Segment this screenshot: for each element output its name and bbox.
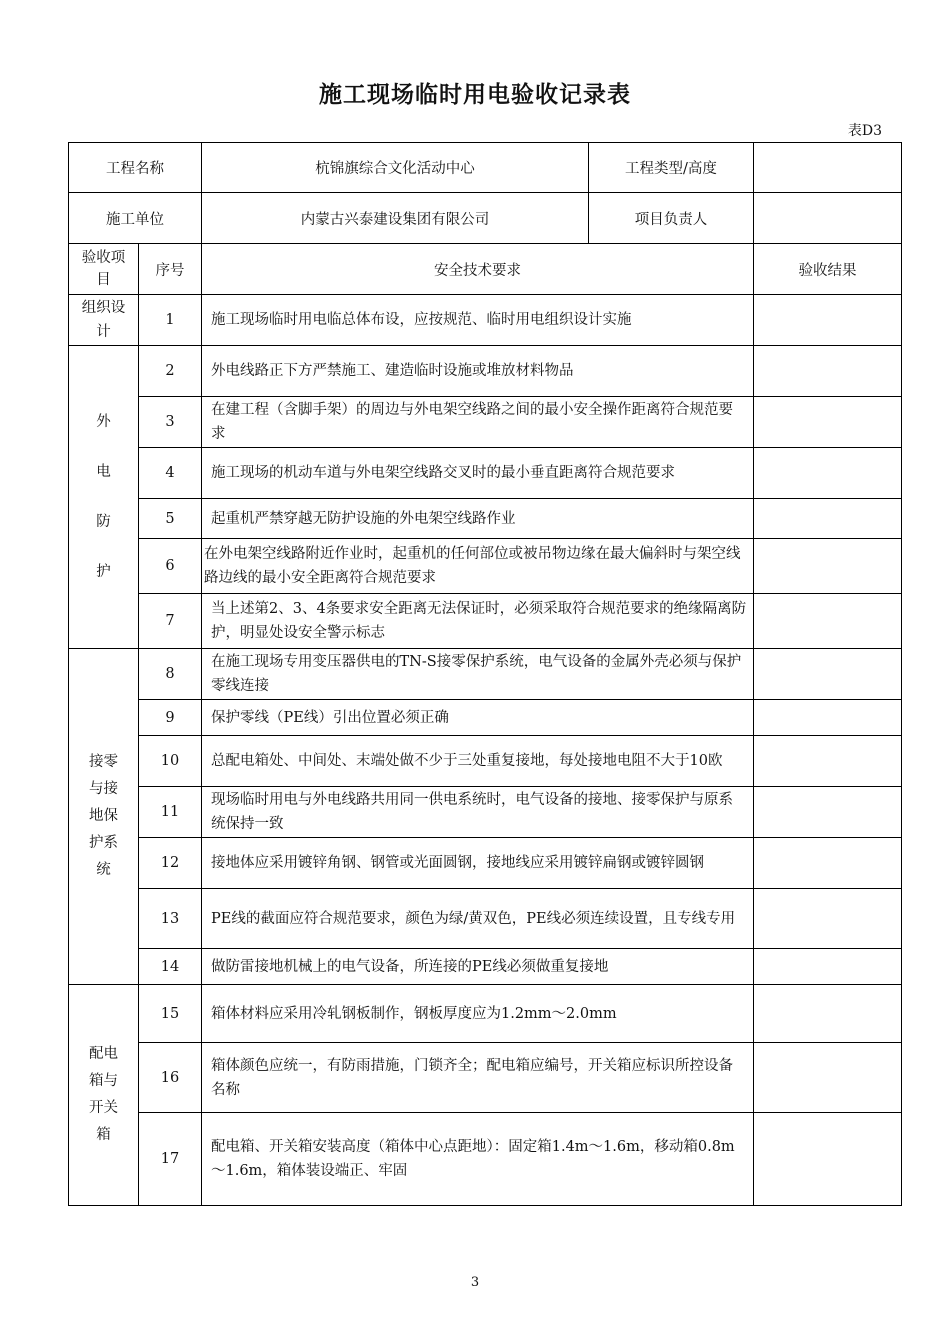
result-cell[interactable] [754, 985, 902, 1043]
column-header-row [69, 244, 902, 295]
result-cell[interactable] [754, 1043, 902, 1113]
seq-cell: 13 [139, 889, 202, 949]
column-result: 验收结果 [754, 244, 902, 295]
table-row [69, 448, 902, 499]
requirement-cell: 外电线路正下方严禁施工、建造临时设施或堆放材料物品 [202, 346, 754, 397]
contractor-label: 施工单位 [69, 193, 202, 244]
table-row [69, 649, 902, 700]
category-external: 外电防护 [69, 346, 139, 649]
requirement-cell: 配电箱、开关箱安装高度（箱体中心点距地）：固定箱1.4m～1.6m，移动箱0.8m～1.6m，箱体装设端正、牢固 [202, 1113, 754, 1206]
seq-cell: 12 [139, 838, 202, 889]
seq-cell: 17 [139, 1113, 202, 1206]
column-requirement: 安全技术要求 [202, 244, 754, 295]
table-row [69, 295, 902, 346]
seq-cell: 11 [139, 787, 202, 838]
seq-cell: 14 [139, 949, 202, 985]
result-cell[interactable] [754, 949, 902, 985]
seq-cell: 15 [139, 985, 202, 1043]
contractor-value: 内蒙古兴泰建设集团有限公司 [202, 193, 589, 244]
header-row-contractor [69, 193, 902, 244]
result-cell[interactable] [754, 649, 902, 700]
result-cell[interactable] [754, 346, 902, 397]
seq-cell: 7 [139, 594, 202, 649]
table-row [69, 985, 902, 1043]
acceptance-table [68, 142, 902, 1206]
requirement-cell: 箱体颜色应统一，有防雨措施，门锁齐全；配电箱应编号，开关箱应标识所控设备名称 [202, 1043, 754, 1113]
table-row [69, 1113, 902, 1206]
result-cell[interactable] [754, 1113, 902, 1206]
category-grounding: 接零与接地保护系统 [69, 649, 139, 985]
table-row [69, 700, 902, 736]
requirement-cell: 总配电箱处、中间处、末端处做不少于三处重复接地，每处接地电阻不大于10欧 [202, 736, 754, 787]
category-box: 配电箱与开关箱 [69, 985, 139, 1206]
column-seq: 序号 [139, 244, 202, 295]
table-row [69, 499, 902, 539]
seq-cell: 4 [139, 448, 202, 499]
result-cell[interactable] [754, 499, 902, 539]
requirement-cell: 在外电架空线路附近作业时，起重机的任何部位或被吊物边缘在最大偏斜时与架空线路边线的最小安全距离符合规范要求 [202, 539, 754, 594]
table-row [69, 787, 902, 838]
result-cell[interactable] [754, 594, 902, 649]
seq-cell: 8 [139, 649, 202, 700]
table-row [69, 397, 902, 448]
project-type-label: 工程类型/高度 [589, 143, 754, 193]
seq-cell: 6 [139, 539, 202, 594]
result-cell[interactable] [754, 397, 902, 448]
manager-value[interactable] [754, 193, 902, 244]
table-row [69, 346, 902, 397]
header-row-project [69, 143, 902, 193]
seq-cell: 1 [139, 295, 202, 346]
page-number: 3 [470, 1275, 480, 1290]
table-row [69, 838, 902, 889]
result-cell[interactable] [754, 889, 902, 949]
project-name-value: 杭锦旗综合文化活动中心 [202, 143, 589, 193]
table-row [69, 594, 902, 649]
result-cell[interactable] [754, 838, 902, 889]
column-item: 验收项目 [69, 244, 139, 295]
requirement-cell: 施工现场的机动车道与外电架空线路交叉时的最小垂直距离符合规范要求 [202, 448, 754, 499]
table-row [69, 889, 902, 949]
requirement-cell: 保护零线（PE线）引出位置必须正确 [202, 700, 754, 736]
requirement-cell: 现场临时用电与外电线路共用同一供电系统时，电气设备的接地、接零保护与原系统保持一致 [202, 787, 754, 838]
seq-cell: 3 [139, 397, 202, 448]
seq-cell: 10 [139, 736, 202, 787]
project-type-value[interactable] [754, 143, 902, 193]
requirement-cell: 在施工现场专用变压器供电的TN-S接零保护系统，电气设备的金属外壳必须与保护零线连接 [202, 649, 754, 700]
seq-cell: 9 [139, 700, 202, 736]
table-row [69, 736, 902, 787]
result-cell[interactable] [754, 295, 902, 346]
requirement-cell: 施工现场临时用电临总体布设，应按规范、临时用电组织设计实施 [202, 295, 754, 346]
table-row [69, 539, 902, 594]
seq-cell: 2 [139, 346, 202, 397]
manager-label: 项目负责人 [589, 193, 754, 244]
requirement-cell: PE线的截面应符合规范要求，颜色为绿/黄双色，PE线必须连续设置，且专线专用 [202, 889, 754, 949]
seq-cell: 5 [139, 499, 202, 539]
requirement-cell: 接地体应采用镀锌角钢、钢管或光面圆钢，接地线应采用镀锌扁钢或镀锌圆钢 [202, 838, 754, 889]
result-cell[interactable] [754, 736, 902, 787]
table-row [69, 949, 902, 985]
requirement-cell: 起重机严禁穿越无防护设施的外电架空线路作业 [202, 499, 754, 539]
requirement-cell: 做防雷接地机械上的电气设备，所连接的PE线必须做重复接地 [202, 949, 754, 985]
category-org: 组织设计 [69, 295, 139, 346]
table-row [69, 1043, 902, 1113]
form-number: 表D3 [847, 123, 882, 139]
result-cell[interactable] [754, 448, 902, 499]
requirement-cell: 当上述第2、3、4条要求安全距离无法保证时，必须采取符合规范要求的绝缘隔离防护，明显处设安全警示标志 [202, 594, 754, 649]
result-cell[interactable] [754, 539, 902, 594]
requirement-cell: 在建工程（含脚手架）的周边与外电架空线路之间的最小安全操作距离符合规范要求 [202, 397, 754, 448]
seq-cell: 16 [139, 1043, 202, 1113]
result-cell[interactable] [754, 787, 902, 838]
project-name-label: 工程名称 [69, 143, 202, 193]
requirement-cell: 箱体材料应采用冷轧钢板制作，钢板厚度应为1.2mm～2.0mm [202, 985, 754, 1043]
page-title: 施工现场临时用电验收记录表 [319, 82, 631, 108]
result-cell[interactable] [754, 700, 902, 736]
